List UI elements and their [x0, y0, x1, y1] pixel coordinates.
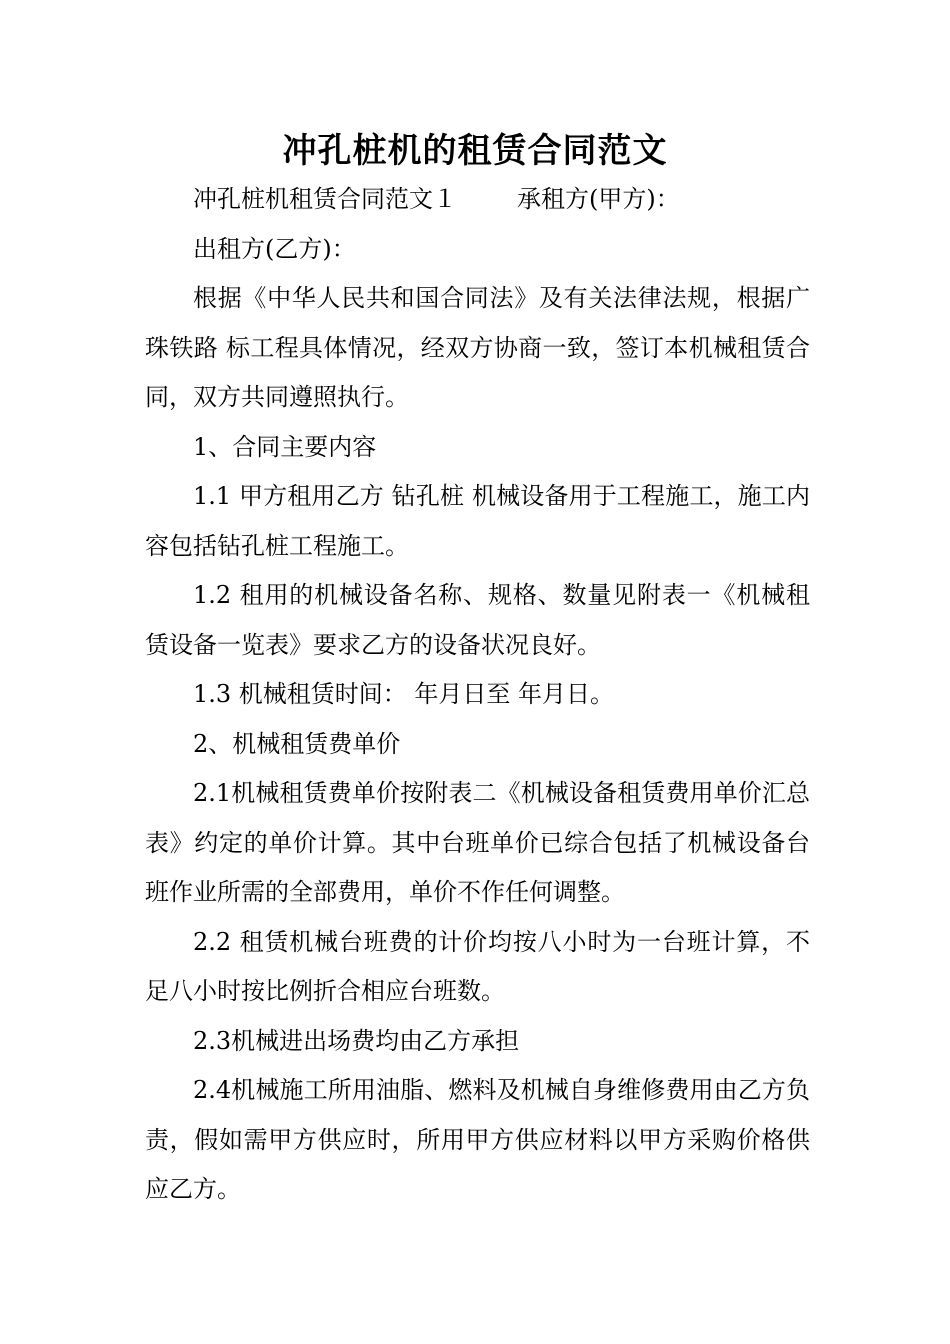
section-2-heading: 2、机械租赁费单价 [193, 729, 401, 758]
document-body [145, 175, 810, 1215]
document-title: 冲孔桩机的租赁合同范文 [282, 131, 668, 171]
clause-2-2: 2.2 租赁机械台班费的计价均按八小时为一台班计算，不足八小时按比例折合相应台班数。 [145, 927, 810, 1005]
clause-1-1: 1.1 甲方租用乙方 钻孔桩 机械设备用于工程施工，施工内容包括钻孔桩工程施工。 [145, 482, 810, 560]
clause-1-3: 1.3 机械租赁时间： 年月日至 年月日。 [193, 680, 615, 708]
clause-1-2: 1.2 租用的机械设备名称、规格、数量见附表一《机械租赁设备一览表》要求乙方的设备状况良好。 [145, 581, 810, 659]
lessee-label: 承租方(甲方)： [517, 185, 680, 213]
clause-2-3: 2.3机械进出场费均由乙方承担 [193, 1026, 520, 1055]
intro-line [145, 175, 810, 225]
section-1-heading: 1、合同主要内容 [193, 432, 377, 461]
paragraph-preamble: 根据《中华人民共和国合同法》及有关法律法规，根据广珠铁路 标工程具体情况，经双方协商一致，签订本机械租赁合同，双方共同遵照执行。 [145, 284, 810, 411]
contract-heading: 冲孔桩机租赁合同范文１ [193, 185, 457, 213]
paragraph-lessor: 出租方(乙方)： [193, 234, 356, 263]
clause-2-4: 2.4机械施工所用油脂、燃料及机械自身维修费用由乙方负责，假如需甲方供应时，所用甲方供应材料以甲方采购价格供应乙方。 [145, 1076, 810, 1203]
clause-2-1: 2.1机械租赁费单价按附表二《机械设备租赁费用单价汇总表》约定的单价计算。其中台班单价已综合包括了机械设备台班作业所需的全部费用，单价不作任何调整。 [145, 779, 810, 906]
